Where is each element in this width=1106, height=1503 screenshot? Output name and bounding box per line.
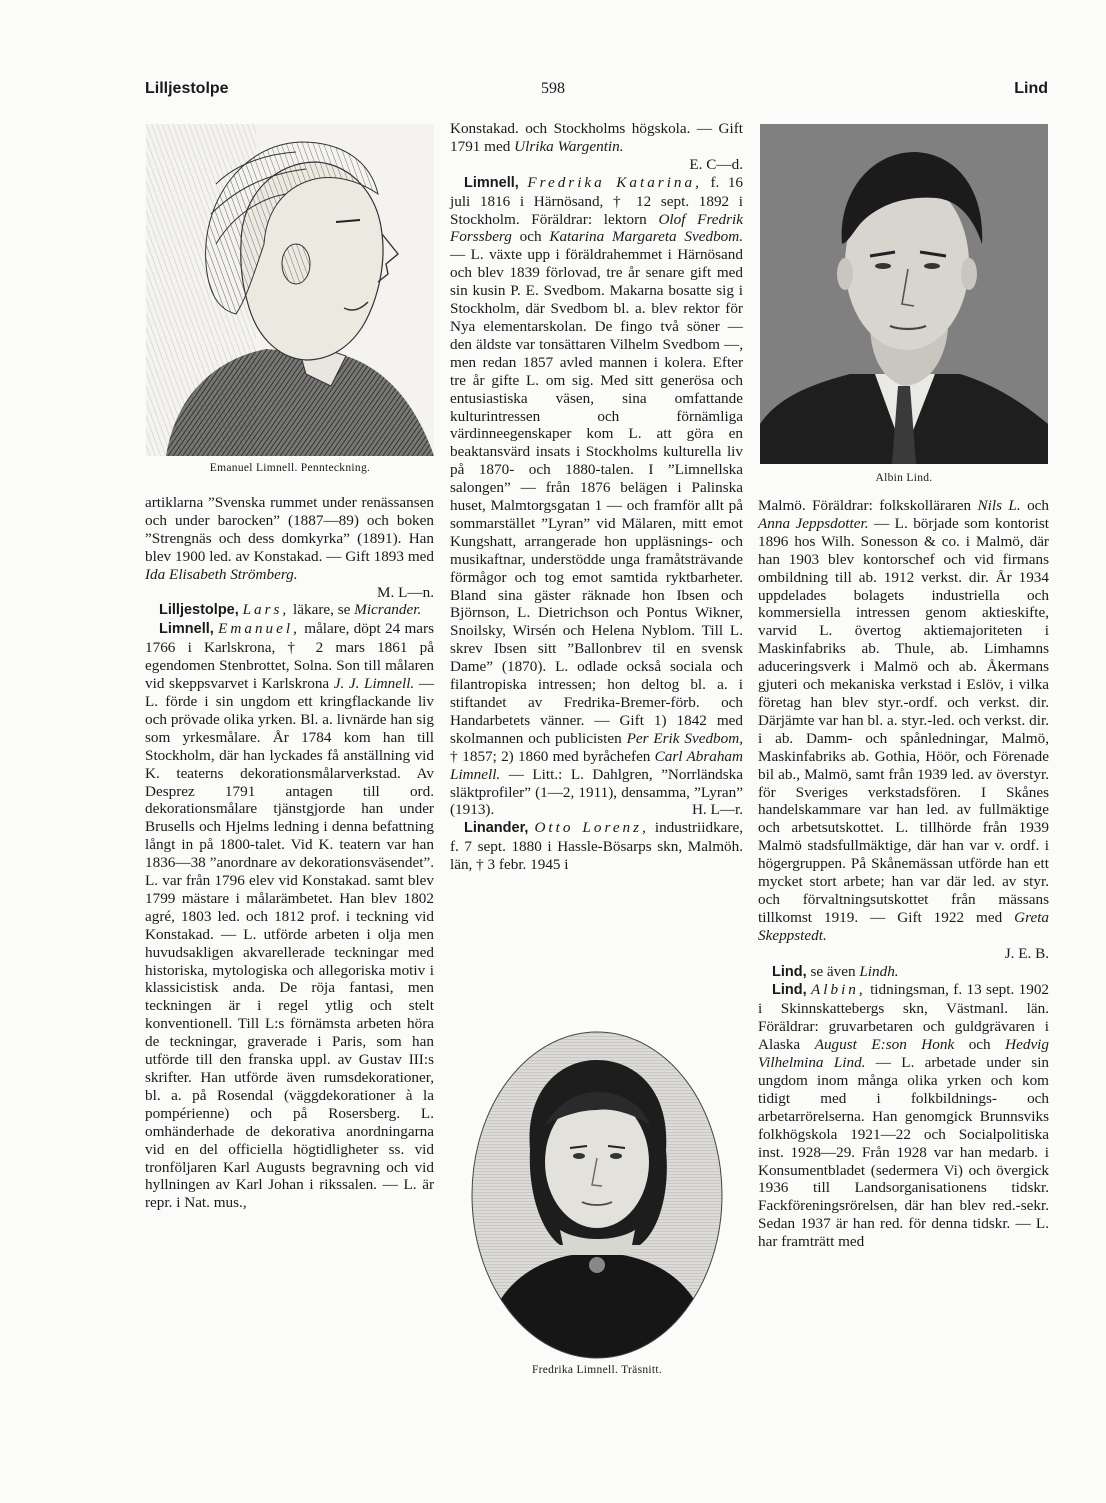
entry-lind-albin: Lind, Albin, tidningsman, f. 13 sept. 1902 i Skinnskattebergs skn, Västmanl. län. Föräldrar: gruvarbetaren och guldgrävaren i Alaska August E:son Honk och Hedvig Vilhelmina Lind. — L. arbetade under sin ungdom inom många olika yrken och kom tidigt med i folkbildnings- och arbetarrörelserna. Han genomgick Brunnsviks folkhögskola 1921—22 och Socialpolitiska inst. 1928—29. Från 1928 var han medarb. i Konsumentbladet (sedermera Vi) och övergick 1936 till Landsorganisationens tidskr. Fackföreningsrörelsen, där han blev red.-sekr. Sedan 1937 är han red. för denna tidskr. — L. har framträtt med	[758, 981, 1050, 1251]
column-right	[758, 497, 1049, 1251]
paragraph-emanuel-end: Konstakad. och Stockholms högskola. — Gift 1791 med Ulrika Wargentin.	[450, 120, 743, 155]
entry-headword: Linander,	[464, 820, 529, 837]
photo-illustration	[760, 124, 1048, 464]
entry-lind-see-also: Lind, se även Lindh.	[772, 962, 899, 980]
caption-fredrika-limnell: Fredrika Limnell. Träsnitt.	[531, 1364, 663, 1376]
entry-limnell-emanuel: Limnell, Emanuel, målare, döpt 24 mars 1766 i Karlskrona, † 2 mars 1861 på egendomen Stenbrottet, Solna. Son till målaren vid skeppsvarvet i Karlskrona J. J. Limnell. — L. förde i sin ungdom ett kringflackande liv och prövade olika yrken. Bl. a. livnärde han sig som yrkesmålare. År 1784 kom han till Stockholm, där han lyckades få anställning vid K. teaterns dekorationsmålarverkstad. Av Desprez 1791 antagen till ord. dekorationsmålare tjänstgjorde han under Brusells och Hjelms ledning i denna befattning långt in på 1800-talet. Vid K. teatern var han 1836—38 ”anordnare av dekorationsväsendet”. L. var från 1796 elev vid Konstakad. samt blev 1799 mästare i målarämbetet. Han blev 1802 agré, 1803 led. och 1812 prof. i teckning vid Konstakad. — L. utförde arbeten i olja men huvudsakligen akvarellerade teckningar med historiska, mytologiska och allegoriska motiv i klassicistisk anda. De röja fantasi, men teckningen är i regel ytlig och stelt konventionell. Till L:s förnämsta arbeten höra de teckningar, graverade i Paris, som han utförde till den franska uppl. av Gustav III:s skrifter. Han utförde även rumsdekorationer, bl. a. på Rosendal (väggdekorationer à la pompérienne) och på Rosersberg. L. omhänderhade de dekorativa anordningarna vid en del officiella högtidligheter ss. vid tronföljaren Karl Augusts begravning och vid hyllningen av Karl Johan i rikssalen. — L. är repr. i Nat. mus.,	[145, 620, 435, 1212]
page-number: 598	[541, 80, 565, 97]
caption-albin-lind: Albin Lind.	[875, 472, 933, 484]
entry-headword: Limnell,	[159, 621, 214, 638]
paragraph-ronnow-end: artiklarna ”Svenska rummet under renässansen och under barocken” (1887—89) och boken ”Strengnäs och dess domkyrka” (1891). Han blev 1900 led. av Konstakad. — Gift 1893 med Ida Elisabeth Strömberg.	[145, 494, 434, 583]
entry-lilljestolpe: Lilljestolpe, Lars, läkare, se Micrander.	[159, 601, 422, 619]
running-head-left: Lilljestolpe	[145, 80, 229, 97]
portrait-emanuel-limnell	[146, 124, 434, 456]
entry-linander: Linander, Otto Lorenz, industriidkare, f. 7 sept. 1880 i Hassle-Bösarps skn, Malmöh. län, † 3 febr. 1945 i	[450, 819, 744, 874]
caption-emanuel-limnell: Emanuel Limnell. Pennteckning.	[209, 462, 371, 474]
running-head-right: Lind	[1014, 80, 1048, 97]
entry-headword: Lilljestolpe,	[159, 602, 239, 619]
engraving-illustration	[146, 124, 434, 456]
column-middle	[450, 120, 743, 874]
paragraph-linander-cont: Malmö. Föräldrar: folkskolläraren Nils L. och Anna Jeppsdotter. — L. började som kontorist 1896 hos Wilh. Sonesson & co. i Malmö, där han 1903 blev kontorschef och vid firmans ombildning till ab. 1912 verkst. dir. År 1934 uppdelades bolagets industriella och kommersiella intressen genom aktieskifte, varvid L. övertog aktiemajoriteten i Maskinfabriks ab. Thule, ab. Limhamns aduceringsverk i Malmö och ab. Åkermans gjuteri och mekaniska verkstad i Eslöv, i vilka företag han blev styr.-ordf. och verkst. dir. Därjämte var han bl. a. styr.-led. och verkst. dir. i ab. Damm- och spånledningar, Malmö, Maskinfabriks ab. Gothia, Höör, och Förenade bil ab., Malmö, samt från 1939 led. av överstyr. för Sveriges verkstadsfören. I Skånes handelskammare var han led. av fullmäktige och arbetsutskottet. L. tillhörde från 1939 Malmö stadsfullmäktige, där han var v. ordf. i högergruppen. På Skånemässan utförde han ett mycket stort arbete; han var där led. av styr. och förvaltningsutskottet från mässans tillkomst 1919. — Gift 1922 med Greta Skeppstedt.	[758, 497, 1050, 944]
entry-headword: Lind,	[772, 982, 807, 999]
photo-albin-lind	[760, 124, 1048, 464]
signature: H. L—r.	[691, 801, 743, 819]
entry-headword: Lind,	[772, 963, 807, 980]
portrait-fredrika-limnell	[470, 1030, 724, 1360]
entry-limnell-fredrika: Limnell, Fredrika Katarina, f. 16 juli 1816 i Härnösand, † 12 sept. 1892 i Stockholm. Föräldrar: lektorn Olof Fredrik Forssberg och Katarina Margareta Svedbom. — L. växte upp i föräldrahemmet i Härnösand och blev 1839 förlovad, tre år senare gift med sin kusin P. E. Svedbom. Makarna bosatte sig i Stockholm, där Svedbom bl. a. blev rektor för Nya elementarskolan. De fingo två söner — den äldste var tonsättaren Vilhelm Svedbom —, men redan 1857 avled mannen i kolera. Efter tre år gifte L. om sig. Med sitt generösa och entusiastiska väsen, sina omfattande kulturintressen och förnämliga värdinneegenskaper kom L. att göra en beaktansvärd insats i Stockholms kulturella liv på 1870- och 1880-talen. I ”Limnellska salongen” — från 1876 belägen i Palinska huset, Malmtorgsgatan 1 — och framför allt på sommarstället ”Lyran” vid Mälaren, mitt emot Kungshatt, arrangerade hon uppläsnings- och musikaftnar, understödde unga framåtsträvande förmågor och tog emot samtida ryktbarheter. Bland sina gäster räknade hon Ibsen och Björnson, L. Dietrichson och Pontus Wikner, Snoilsky, Wirsén och Helena Nyblom. Till L. skrev Ibsen sitt ”Ballonbrev til en svensk Dame” (1870). L. odlade också sociala och filantropiska intressen; hon deltog bl. a. i stiftandet av Fredrika-Bremer-förb. och Handarbetets vänner. — Gift 1) 1842 med skolmannen och publicisten Per Erik Svedbom, † 1857; 2) 1860 med byråchefen Carl Abraham Limnell. — Litt.: L. Dahlgren, ”Norrländska släktprofiler” (1—2, 1911), densamma, ”Lyran” (1913). H. L—r.	[450, 173, 744, 819]
signature: J. E. B.	[1004, 944, 1049, 962]
woodcut-illustration	[470, 1030, 724, 1360]
column-left	[145, 494, 434, 1212]
entry-headword: Limnell,	[464, 174, 519, 191]
signature: E. C—d.	[689, 155, 743, 173]
signature: M. L—n.	[377, 583, 434, 601]
